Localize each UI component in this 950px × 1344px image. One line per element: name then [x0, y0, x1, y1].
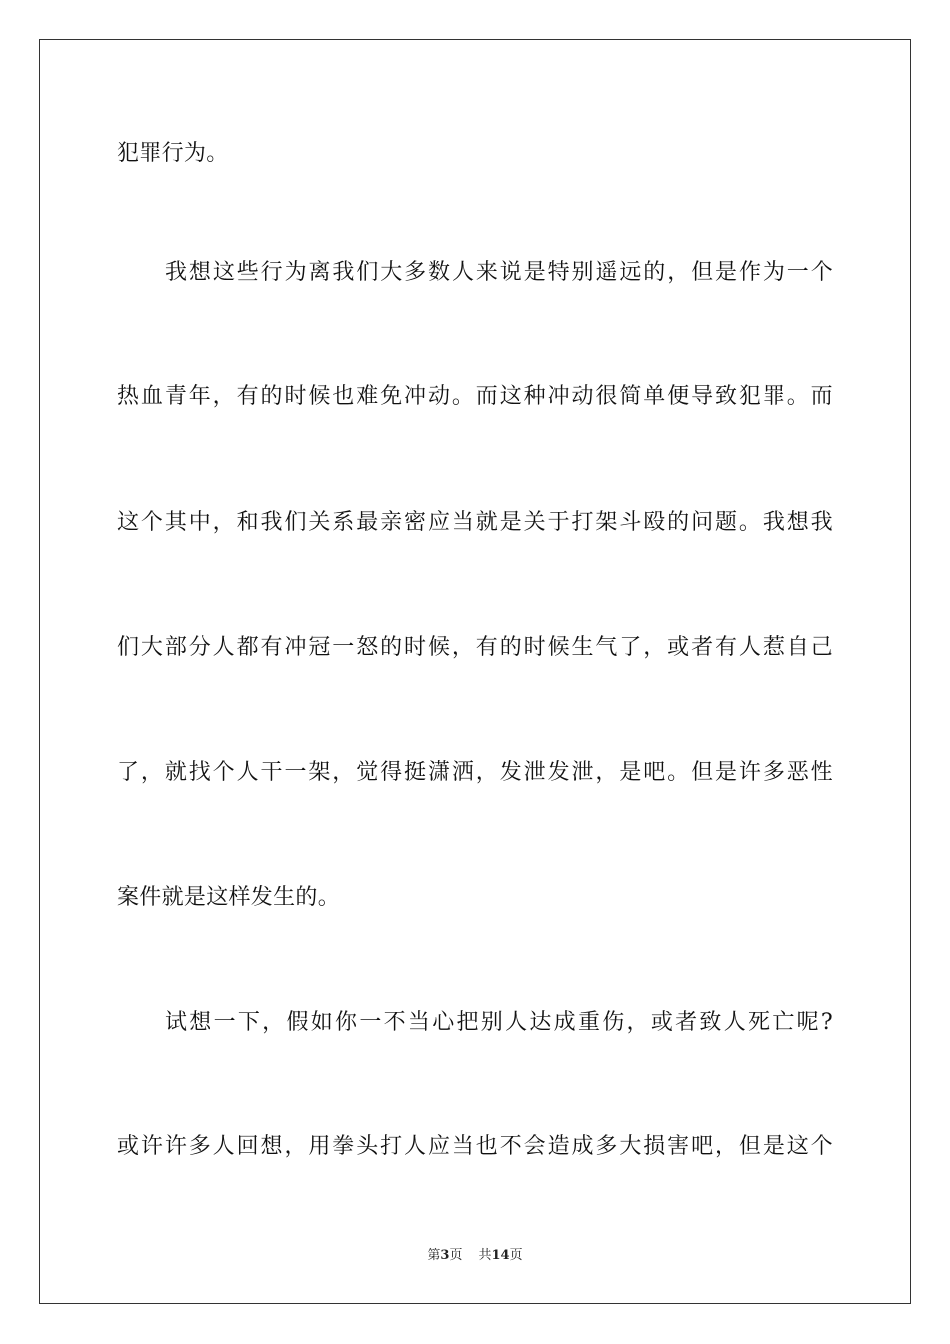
body-line-2: 我想这些行为离我们大多数人来说是特别遥远的，但是作为一个	[165, 260, 833, 285]
body-line-6: 了，就找个人干一架，觉得挺潇洒，发泄发泄，是吧。但是许多恶性	[117, 760, 833, 785]
page-footer	[0, 1247, 950, 1265]
body-line-4: 这个其中，和我们关系最亲密应当就是关于打架斗殴的问题。我想我	[117, 510, 833, 535]
page-suffix: 页	[449, 1248, 463, 1263]
total-suffix: 页	[509, 1248, 523, 1263]
page-prefix: 第	[427, 1248, 441, 1263]
page-frame	[39, 39, 911, 1304]
body-line-8: 试想一下，假如你一不当心把别人达成重伤，或者致人死亡呢?	[165, 1010, 833, 1035]
total-pages: 14	[491, 1248, 510, 1263]
body-line-3: 热血青年，有的时候也难免冲动。而这种冲动很简单便导致犯罪。而	[117, 384, 833, 409]
body-line-9: 或许许多人回想，用拳头打人应当也不会造成多大损害吧，但是这个	[117, 1134, 833, 1159]
body-line-7: 案件就是这样发生的。	[117, 885, 341, 910]
body-line-1: 犯罪行为。	[117, 141, 229, 166]
total-prefix: 共	[478, 1248, 492, 1263]
page-number: 3	[440, 1248, 450, 1263]
body-line-5: 们大部分人都有冲冠一怒的时候，有的时候生气了，或者有人惹自己	[117, 635, 833, 660]
